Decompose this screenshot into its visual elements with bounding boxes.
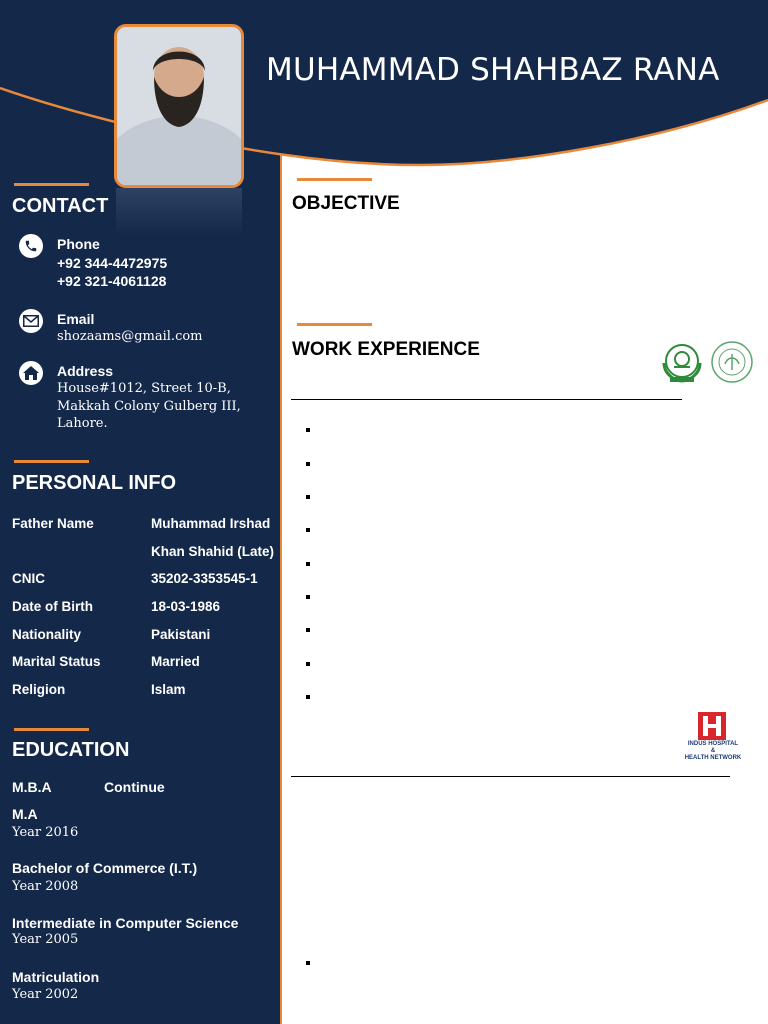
field-value: Islam — [151, 682, 186, 697]
section-accent-bar — [297, 323, 372, 326]
hospital-logo-icon — [698, 712, 726, 740]
list-bullet — [306, 662, 310, 666]
field-label: CNIC — [12, 571, 45, 586]
personal-info-heading: PERSONAL INFO — [12, 472, 177, 494]
address-line-3: Lahore. — [57, 416, 108, 431]
contact-heading: CONTACT — [12, 195, 109, 217]
field-label: Religion — [12, 682, 66, 697]
section-accent-bar — [297, 178, 372, 181]
indus-hospital-logo — [680, 712, 746, 762]
section-accent-bar — [14, 460, 89, 463]
home-icon — [19, 361, 43, 385]
divider — [291, 399, 682, 400]
list-bullet — [306, 628, 310, 632]
phone-label: Phone — [57, 236, 100, 252]
logo-text-line: INDUS HOSPITAL — [687, 741, 739, 747]
education-degree: M.B.A — [12, 779, 52, 795]
candidate-name: MUHAMMAD SHAHBAZ RANA — [266, 52, 720, 88]
education-year: Year 2008 — [12, 879, 79, 894]
list-bullet — [306, 462, 310, 466]
personal-info-row — [12, 571, 277, 595]
personal-info-row — [12, 654, 277, 678]
list-bullet — [306, 961, 310, 965]
education-heading: EDUCATION — [12, 739, 130, 761]
field-value: 35202-3353545-1 — [151, 571, 258, 586]
education-status: Continue — [104, 779, 165, 795]
government-seal-icon — [710, 340, 754, 384]
field-label: Marital Status — [12, 654, 101, 669]
personal-info-row — [12, 516, 277, 540]
email-address: shozaams@gmail.com — [57, 329, 203, 344]
section-accent-bar — [14, 728, 89, 731]
phone-number-2: +92 321-4061128 — [57, 273, 167, 289]
list-bullet — [306, 695, 310, 699]
email-label: Email — [57, 311, 95, 327]
education-year: Year 2005 — [12, 932, 79, 947]
field-label: Nationality — [12, 627, 82, 642]
personal-info-row — [12, 627, 277, 651]
email-icon — [19, 309, 43, 333]
objective-heading: OBJECTIVE — [292, 193, 400, 214]
field-value: Muhammad Irshad — [151, 516, 271, 531]
list-bullet — [306, 528, 310, 532]
address-label: Address — [57, 363, 114, 379]
personal-info-row — [12, 544, 277, 568]
profile-photo — [114, 24, 244, 188]
phone-number-1: +92 344-4472975 — [57, 255, 168, 271]
section-accent-bar — [14, 183, 89, 186]
logo-text-line: HEALTH NETWORK — [684, 755, 742, 761]
personal-info-row — [12, 682, 277, 706]
punjab-emblem-icon — [658, 341, 706, 383]
logo-text-line: & — [710, 748, 716, 754]
list-bullet — [306, 595, 310, 599]
education-degree: M.A — [12, 806, 38, 822]
field-value: Pakistani — [151, 627, 211, 642]
field-label: Father Name — [12, 516, 94, 531]
address-line-1: House#1012, Street 10-B, — [57, 381, 231, 396]
field-value: Khan Shahid (Late) — [151, 544, 275, 559]
personal-info-row — [12, 599, 277, 623]
education-year: Year 2002 — [12, 987, 79, 1002]
work-experience-heading: WORK EXPERIENCE — [292, 339, 480, 360]
list-bullet — [306, 562, 310, 566]
education-degree: Bachelor of Commerce (I.T.) — [12, 860, 198, 876]
education-year: Year 2016 — [12, 825, 79, 840]
divider — [291, 776, 730, 777]
list-bullet — [306, 495, 310, 499]
field-label: Date of Birth — [12, 599, 93, 614]
address-line-2: Makkah Colony Gulberg III, — [57, 399, 241, 414]
education-degree: Matriculation — [12, 969, 100, 985]
photo-reflection — [116, 188, 242, 236]
education-degree: Intermediate in Computer Science — [12, 915, 239, 931]
phone-icon — [19, 234, 43, 258]
field-value: Married — [151, 654, 200, 669]
list-bullet — [306, 428, 310, 432]
field-value: 18-03-1986 — [151, 599, 221, 614]
